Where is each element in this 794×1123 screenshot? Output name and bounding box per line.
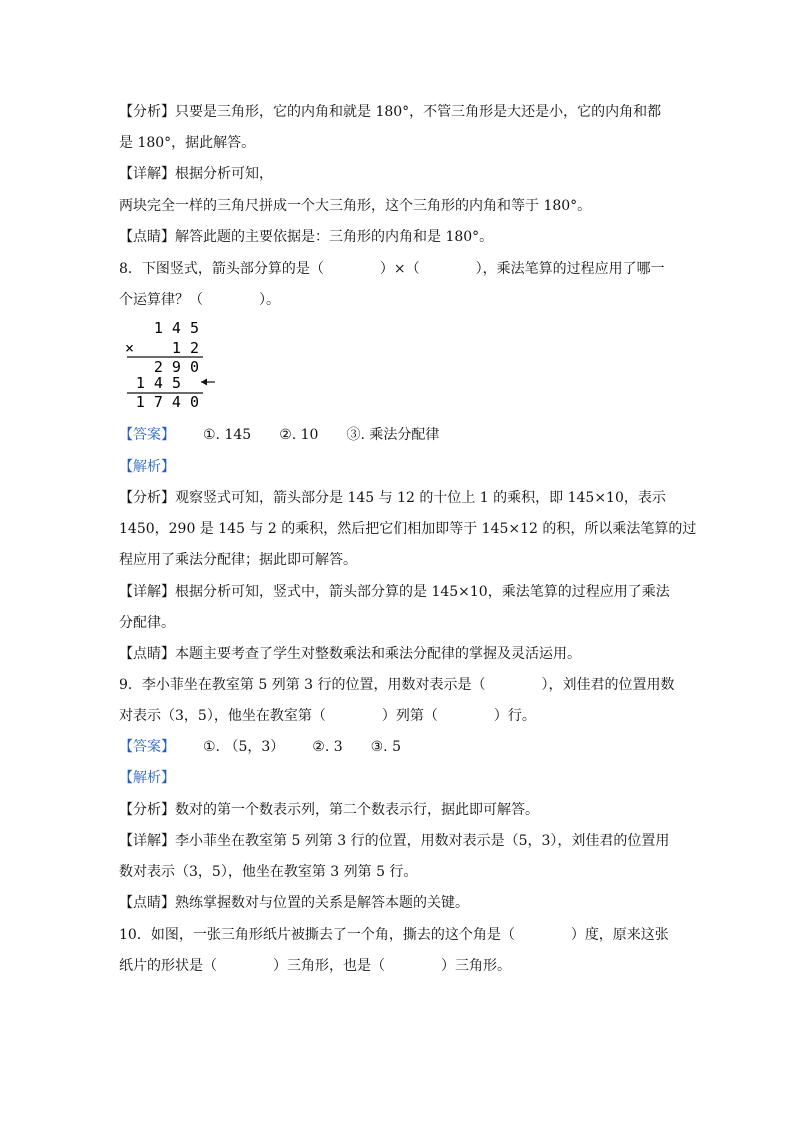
figure-row-product: 1 7 4 0 (135, 393, 199, 411)
q8-analysis-line-2: 1450，290 是 145 与 2 的乘积，然后把它们相加即等于 145×12 的积，所以乘法笔算的过 (119, 521, 697, 537)
q7-analysis-text-1: 只要是三角形，它的内角和就是 180°，不管三角形是大还是小，它的内角和都 (175, 104, 662, 120)
comment-tag: 【点睛】 (119, 229, 175, 245)
q9-comment-line (119, 893, 469, 913)
q9-detail-text-1: 李小菲坐在教室第 5 列第 3 行的位置，用数对表示是（5，3），刘佳君的位置用 (175, 833, 670, 849)
q9-analysis-text-1: 数对的第一个数表示列，第二个数表示行，据此即可解答。 (175, 802, 539, 818)
q8-explain-tag: 【解析】 (119, 459, 175, 475)
q10-question-line-2: 纸片的形状是（ ）三角形，也是（ ）三角形。 (119, 958, 511, 974)
q8-comment-text: 本题主要考查了学生对整数乘法和乘法分配律的掌握及灵活运用。 (175, 646, 581, 662)
q10-question-line-1: 10．如图，一张三角形纸片被撕去了一个角，撕去的这个角是（ ）度，原来这张 (119, 927, 669, 943)
comment-tag: 【点睛】 (119, 895, 175, 911)
q8-comment-line (119, 644, 581, 664)
q8-analysis-text-1: 观察竖式可知，箭头部分是 145 与 12 的十位上 1 的乘积，即 145×10，表示 (175, 490, 666, 506)
q9-detail-line-1 (119, 831, 669, 851)
figure-row-multiplier: 1 2 (171, 339, 199, 357)
answer-3: ③. 5 (370, 739, 401, 755)
analysis-tag: 【分析】 (119, 490, 175, 506)
figure-row-partial-2: 1 4 5 (135, 374, 181, 392)
figure-row-multiplicand: 1 4 5 (153, 319, 199, 337)
analysis-tag: 【分析】 (119, 802, 175, 818)
q9-explain-tag: 【解析】 (119, 770, 175, 786)
q8-detail-line-1 (119, 582, 670, 602)
q9-question-line-1: 9．李小菲坐在教室第 5 列第 3 行的位置，用数对表示是（ ），刘佳君的位置用数 (119, 677, 675, 693)
q8-analysis-line-1 (119, 488, 666, 508)
q8-question-line-1: 8．下图竖式，箭头部分算的是（ ）×（ ），乘法笔算的过程应用了哪一 (119, 261, 665, 277)
q9-analysis-line-1 (119, 800, 539, 820)
detail-tag: 【详解】 (119, 166, 175, 182)
q9-detail-line-2: 数对表示（3，5），他坐在教室第 3 列第 5 行。 (119, 864, 418, 880)
answer-tag: 【答案】 (119, 427, 175, 443)
q7-analysis-line-2: 是 180°，据此解答。 (119, 135, 256, 151)
q9-comment-text: 熟练掌握数对与位置的关系是解答本题的关键。 (175, 895, 469, 911)
q8-detail-text-1: 根据分析可知，竖式中，箭头部分算的是 145×10，乘法笔算的过程应用了乘法 (175, 584, 670, 600)
detail-tag: 【详解】 (119, 833, 175, 849)
figure-row-partial-1: 2 9 0 (153, 358, 199, 376)
q9-answer-line (119, 737, 401, 757)
q9-question-line-2: 对表示（3，5），他坐在教室第（ ）列第（ ）行。 (119, 708, 536, 724)
analysis-tag: 【分析】 (119, 104, 175, 120)
q7-comment-text: 解答此题的主要依据是：三角形的内角和是 180°。 (175, 229, 494, 245)
q7-detail-text-1: 根据分析可知， (175, 166, 273, 182)
q7-analysis-line-1 (119, 102, 661, 122)
comment-tag: 【点睛】 (119, 646, 175, 662)
arrow-icon (201, 379, 215, 386)
q7-detail-line-2: 两块完全一样的三角尺拼成一个大三角形，这个三角形的内角和等于 180°。 (119, 198, 592, 214)
q8-detail-line-2: 分配律。 (119, 615, 175, 631)
answer-1: ①. （5，3） (203, 739, 285, 755)
q8-question-line-2: 个运算律？（ ）。 (119, 292, 280, 308)
q8-analysis-line-3: 程应用了乘法分配律；据此即可解答。 (119, 552, 357, 568)
answer-2: ②. 10 (279, 427, 319, 443)
q7-detail-line-1 (119, 164, 273, 184)
vertical-multiplication-figure (115, 316, 225, 411)
q8-answer-line (119, 425, 439, 445)
answer-1: ①. 145 (203, 427, 252, 443)
answer-tag: 【答案】 (119, 739, 175, 755)
figure-times-sign: × (125, 339, 135, 357)
answer-2: ②. 3 (312, 739, 343, 755)
answer-3: ③. 乘法分配律 (346, 427, 440, 443)
q7-comment-line (119, 227, 493, 247)
detail-tag: 【详解】 (119, 584, 175, 600)
